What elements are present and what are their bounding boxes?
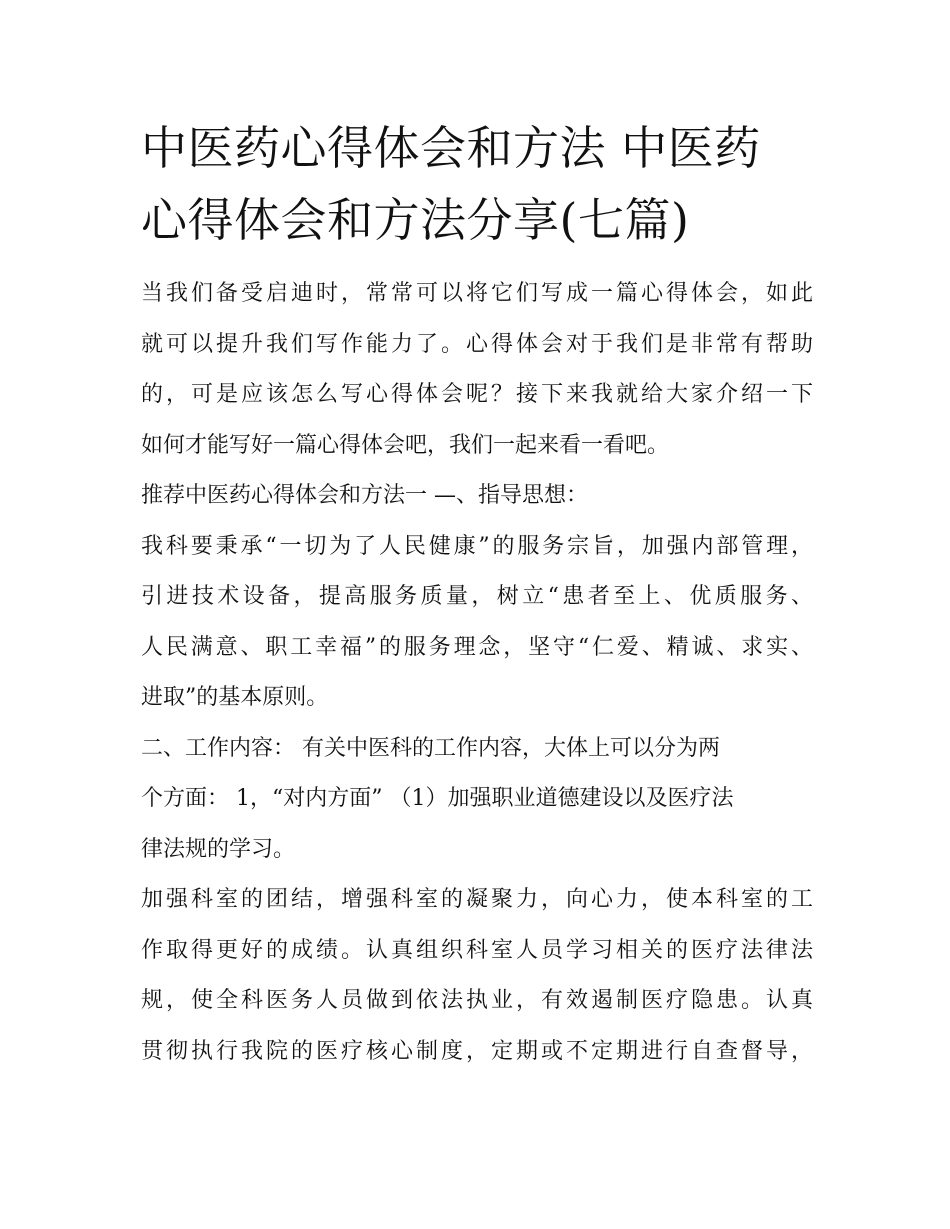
document-body xyxy=(141,269,813,1077)
body-line: 加强科室的团结，增强科室的凝聚力，向心力，使本科室的工 xyxy=(141,887,813,912)
body-line: 当我们备受启迪时，常常可以将它们写成一篇心得体会，如此 xyxy=(141,281,813,306)
body-line: 贯彻执行我院的医疗核心制度，定期或不定期进行自查督导， xyxy=(141,1038,813,1064)
body-line: 的，可是应该怎么写心得体会呢？接下来我就给大家介绍一下 xyxy=(141,382,813,407)
body-line: 个方面： 1，“对内方面” （1）加强职业道德建设以及医疗法 xyxy=(141,786,734,811)
body-line: 如何才能写好一篇心得体会吧，我们一起来看一看吧。 xyxy=(141,432,670,458)
section-heading: 推荐中医药心得体会和方法一 —、指导思想： xyxy=(141,483,588,508)
body-line: 引进技术设备，提高服务质量，树立“患者至上、优质服务、 xyxy=(141,584,813,609)
body-line: 规，使全科医务人员做到依法执业，有效遏制医疗隐患。认真 xyxy=(141,988,813,1013)
body-line: 进取”的基本原则。 xyxy=(141,685,329,710)
body-line: 人民满意、职工幸福”的服务理念，坚守“仁爱、精诚、求实、 xyxy=(141,634,813,660)
body-line: 就可以提升我们写作能力了。心得体会对于我们是非常有帮助 xyxy=(141,331,813,357)
document-page xyxy=(141,112,813,1077)
document-title xyxy=(141,112,813,256)
body-line: 二、工作内容： 有关中医科的工作内容，大体上可以分为两 xyxy=(141,735,720,761)
body-line: 作取得更好的成绩。认真组织科室人员学习相关的医疗法律法 xyxy=(141,937,813,963)
title-line: 中医药心得体会和方法 中医药 xyxy=(141,121,761,175)
body-line: 我科要秉承“一切为了人民健康”的服务宗旨，加强内部管理， xyxy=(141,533,813,559)
body-line: 律法规的学习。 xyxy=(141,836,296,862)
title-line: 心得体会和方法分享(七篇) xyxy=(141,193,690,247)
